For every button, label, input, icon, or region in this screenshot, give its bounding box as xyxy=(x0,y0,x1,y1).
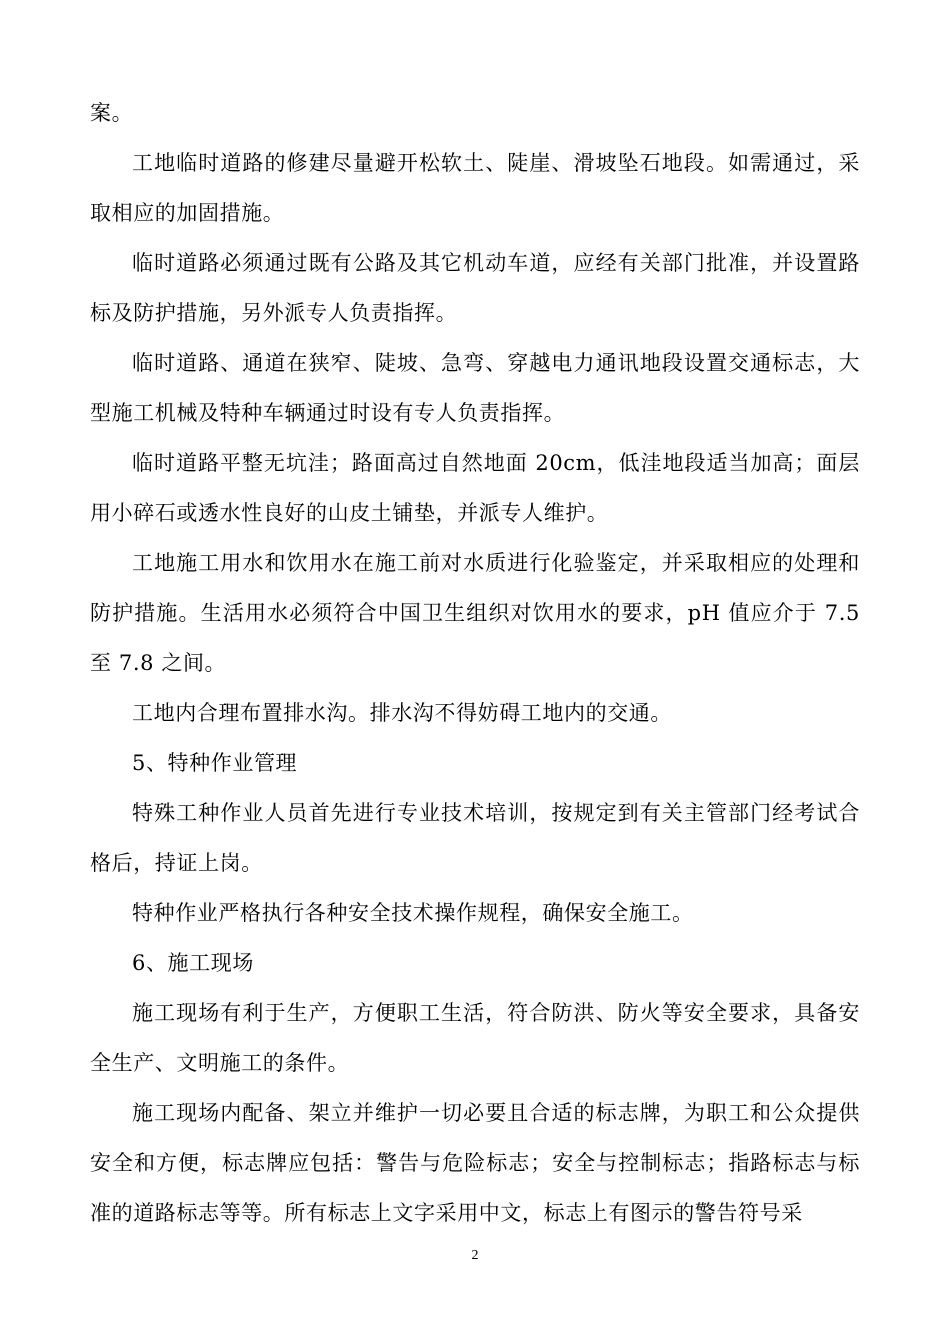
paragraph-road-surface: 临时道路平整无坑洼；路面高过自然地面 20cm，低洼地段适当加高；面层用小碎石或透水性良好的山皮土铺垫，并派专人维护。 xyxy=(90,451,860,525)
paragraph-signage: 施工现场内配备、架立并维护一切必要且合适的标志牌，为职工和公众提供安全和方便，标志牌应包括：警告与危险标志；安全与控制标志；指路标志与标准的道路标志等等。所有标志上文字采用中文，标志上有图示的警告符号采 xyxy=(90,1101,860,1225)
paragraph-water-quality: 工地施工用水和饮用水在施工前对水质进行化验鉴定，并采取相应的处理和防护措施。生活用水必须符合中国卫生组织对饮用水的要求，pH 值应介于 7.5 至 7.8 之间。 xyxy=(90,551,860,675)
section-heading-special-operations: 5、特种作业管理 xyxy=(132,751,298,775)
paragraph-site-conditions: 施工现场有利于生产，方便职工生活，符合防洪、防火等安全要求，具备安全生产、文明施工的条件。 xyxy=(90,1001,860,1075)
page-number: 2 xyxy=(471,1248,479,1263)
section-heading-construction-site: 6、施工现场 xyxy=(132,951,254,975)
document-body xyxy=(90,88,860,1238)
paragraph-temporary-road-construction: 工地临时道路的修建尽量避开松软土、陡崖、滑坡坠石地段。如需通过，采取相应的加固措施。 xyxy=(90,151,860,225)
paragraph-road-crossing-approval: 临时道路必须通过既有公路及其它机动车道，应经有关部门批准，并设置路标及防护措施，另外派专人负责指挥。 xyxy=(90,251,860,325)
paragraph-safety-procedures: 特种作业严格执行各种安全技术操作规程，确保安全施工。 xyxy=(132,901,694,925)
paragraph-traffic-signs: 临时道路、通道在狭窄、陡坡、急弯、穿越电力通讯地段设置交通标志，大型施工机械及特种车辆通过时设有专人负责指挥。 xyxy=(90,351,860,425)
paragraph-continuation: 案。 xyxy=(90,101,134,125)
paragraph-drainage: 工地内合理布置排水沟。排水沟不得妨碍工地内的交通。 xyxy=(132,701,672,725)
paragraph-special-training: 特殊工种作业人员首先进行专业技术培训，按规定到有关主管部门经考试合格后，持证上岗。 xyxy=(90,801,860,875)
